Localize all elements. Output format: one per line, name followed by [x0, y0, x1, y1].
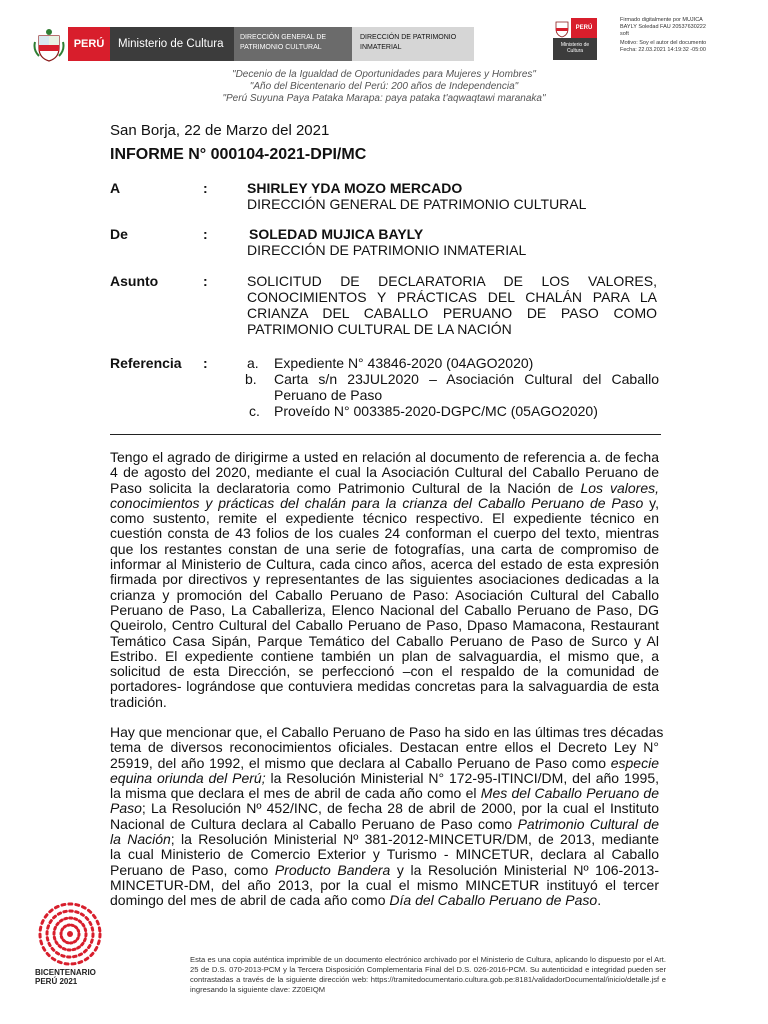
- text-run-italic: conocimientos y prácticas del chalán para la crianza del Caballo Peruano de Paso: [110, 494, 644, 511]
- seal-ministerio-label: Ministerio de Cultura: [560, 42, 590, 54]
- bicentenario-line: PERÚ 2021: [35, 977, 78, 986]
- ministerio-brand-box: [110, 27, 234, 61]
- to-label: A: [110, 180, 121, 196]
- divider: [110, 434, 661, 435]
- text-line: portadores- lográndose que contuviera medidas concretas para la salvaguardia de esta: [110, 678, 659, 695]
- text-line: [110, 771, 659, 786]
- text-line: MINCETUR-DM, del año 2013, por la cual el mismo MINCETUR instituyó el tercer: [110, 876, 659, 893]
- reference-text: Expediente N° 43846-2020 (04AGO2020): [274, 355, 534, 371]
- text-line: [110, 786, 659, 801]
- colon: :: [203, 226, 208, 242]
- seal-coat-of-arms-icon: [553, 18, 571, 38]
- text-line: tradición.: [110, 693, 167, 710]
- text-run: domingo del mes de abril de cada año como: [110, 892, 390, 909]
- bicentenario-logo-icon: [34, 898, 106, 968]
- from-name: SOLEDAD MUJICA BAYLY: [249, 226, 424, 242]
- text-run: 25919, del año 1992, el mismo que declara al Caballo Peruano de Paso como: [110, 754, 611, 771]
- text-run: Peruano de Paso, como: [110, 861, 275, 878]
- text-line: Hay que mencionar que, el Caballo Peruano de Paso ha sido en las últimas tres décadas: [110, 724, 664, 740]
- text-line: [110, 863, 659, 878]
- subject-text: SOLICITUD DE DECLARATORIA DE LOS VALORES, CONOCIMIENTOS Y PRÁCTICAS DEL CHALÁN PARA LA CRIANZA DEL CABALLO PERUANO DE PASO COMO PATRIMONIO CULTURAL DE LA NACIÓN: [247, 273, 657, 337]
- reference-text: Proveído N° 003385-2020-DGPC/MC (05AGO2020): [274, 403, 598, 419]
- text-run-italic: equina oriunda del Perú;: [110, 769, 266, 786]
- text-run: ; La Resolución Nº 452/INC, de fecha 28 de abril de 2000, por la cual el Instituto: [141, 800, 659, 817]
- coat-of-arms-icon: [33, 28, 65, 62]
- text-run-italic: la Nación: [110, 831, 171, 848]
- dgpc-box: [234, 27, 352, 61]
- text-run-italic: Paso: [110, 800, 142, 817]
- text-line: que los restantes constan de una serie de fotografías, una carta de compromiso de: [110, 540, 659, 557]
- body-paragraph-1: [110, 450, 659, 710]
- colon: :: [203, 355, 208, 371]
- motto-line: "Perú Suyuna Paya Pataka Marapa: paya pataka t'aqwaqtawi maranaka": [222, 93, 546, 104]
- text-line: [110, 817, 659, 832]
- text-line: solicitud de esta Dirección, se perfeccionó –con el respaldo de la comunidad de: [110, 663, 659, 680]
- text-run: .: [597, 892, 602, 909]
- dpi-box: [352, 27, 474, 61]
- to-name: SHIRLEY YDA MOZO MERCADO: [247, 180, 463, 196]
- text-run: la misma que declara el mes de abril de cada año como el: [110, 785, 481, 802]
- text-run: y,: [643, 494, 659, 511]
- signature-line: Fecha: 22.03.2021 14:19:32 -05:00: [620, 47, 706, 53]
- reference-list: [247, 355, 659, 419]
- text-line: [110, 756, 659, 771]
- text-line: firmada por directivos y representantes de las siguientes asociaciones dedicadas a la: [110, 571, 659, 588]
- text-run-italic: Los valores,: [580, 479, 659, 496]
- to-recipient: [247, 180, 586, 212]
- text-line: Estribo. El expediente contiene también un plan de salvaguardia, el mismo que, a: [110, 647, 659, 664]
- body-paragraph-2: [110, 724, 664, 909]
- seal-peru-label: PERÚ: [575, 25, 593, 31]
- reference-text: Carta s/n 23JUL2020 – Asociación Cultural del Caballo: [274, 371, 659, 387]
- text-line: Queirolo, Centro Cultural del Caballo Peruano de Paso, Dpaso Mamacona, Restaurant: [110, 617, 659, 634]
- digital-signature: [620, 17, 760, 54]
- colon: :: [203, 273, 208, 289]
- dpi-label: DIRECCIÓN DE PATRIMONIO INMATERIAL: [360, 34, 457, 51]
- text-run: y la Resolución Ministerial Nº 106-2013-: [390, 861, 659, 878]
- text-line: Peruano de Paso, La Caballeriza, Elenco Nacional del Caballo Peruano de Paso, DG: [110, 601, 659, 618]
- text-line: [110, 832, 659, 847]
- seal-ministerio-box: [553, 38, 597, 60]
- subject-label: Asunto: [110, 273, 159, 289]
- colon: :: [203, 180, 208, 196]
- from-office: DIRECCIÓN DE PATRIMONIO INMATERIAL: [247, 242, 527, 258]
- from-sender: [247, 226, 526, 258]
- text-line: 4 de agosto del 2020, mediante el cual la Asociación Cultural del Caballo Peruano de: [110, 464, 659, 481]
- ministerio-label: Ministerio de Cultura: [118, 38, 224, 50]
- text-line: crianza y promoción del Caballo Peruano de Paso: Asociación Cultural del Caballo: [110, 586, 659, 603]
- text-line: [110, 801, 659, 816]
- text-line: cuestión consta de 43 folios de los cuales 24 conforman el cuerpo del texto, mientras: [110, 525, 659, 542]
- reference-text-cont: Peruano de Paso: [274, 387, 383, 403]
- from-label: De: [110, 226, 128, 242]
- text-line: [110, 893, 659, 908]
- seal-peru-box: [571, 18, 597, 38]
- text-run: Nacional de Cultura declara al Caballo Peruano de Paso como: [110, 815, 518, 832]
- document-title: INFORME N° 000104-2021-DPI/MC: [110, 146, 367, 163]
- text-run-italic: especie: [610, 754, 659, 771]
- reference-mark: c.: [249, 403, 260, 419]
- text-run-italic: Día del Caballo Peruano de Paso: [389, 892, 598, 909]
- text-line: informar al Ministerio de Cultura, cada cinco años, acerca del estado de esta expresión: [110, 556, 659, 573]
- reference-mark: b.: [245, 371, 257, 387]
- text-run: la Resolución Ministerial N° 172-95-ITINCI/DM, del año 1995,: [265, 769, 659, 786]
- text-line: [110, 481, 659, 496]
- text-run-italic: Mes del Caballo Peruano de: [480, 785, 659, 802]
- peru-label: PERÚ: [73, 38, 105, 50]
- dgpc-label: DIRECCIÓN GENERAL DE PATRIMONIO CULTURAL: [240, 34, 327, 51]
- motto-line: "Decenio de la Igualdad de Oportunidades para Mujeres y Hombres": [232, 69, 536, 80]
- text-line: como sustento, remite el expediente técnico respectivo. El expediente técnico en: [110, 510, 659, 527]
- text-run-italic: Patrimonio Cultural de: [517, 815, 659, 832]
- to-office: DIRECCIÓN GENERAL DE PATRIMONIO CULTURAL: [247, 196, 587, 212]
- signature-line: Firmado digitalmente por MUJICA: [620, 17, 703, 23]
- text-line: Temático Casa Sipán, Parque Temático del Caballo Peruano de Paso de Surco y Al: [110, 632, 659, 649]
- reference-mark: a.: [247, 355, 259, 371]
- text-run: Paso solicita la declaratoria como Patrimonio Cultural de la Nación de: [110, 479, 581, 496]
- bicentenario-line: BICENTENARIO: [35, 968, 96, 977]
- signature-line: BAYLY Soledad FAU 20537630222: [620, 24, 706, 30]
- peru-brand-box: [68, 27, 110, 61]
- authenticity-note: Esta es una copia auténtica imprimible de un documento electrónico archivado por el Ministerio de Cultura, aplicando lo dispuesto por el Art. 25 de D.S. 070-2013-PCM y la Tercera Disposición Complementaria Final del D.S. 026-2016-PCM. Su autenticidad e integridad pueden ser contrastadas a través de la siguiente dirección web: https://tramitedocumentario.cultura.gob.pe:8181/validadorDocumental/inicio/detalle.jsf e ingresando la siguiente clave: ZZ0EIQM: [190, 955, 666, 994]
- text-line: tema de diversos reconocimientos oficiales. Destacan entre ellos el Decreto Ley N°: [110, 739, 659, 756]
- text-line: [110, 496, 659, 511]
- reference-label: Referencia: [110, 355, 182, 371]
- signature-line: Motivo: Soy el autor del documento: [620, 40, 707, 46]
- signature-line: soft: [620, 31, 629, 37]
- document-date: San Borja, 22 de Marzo del 2021: [110, 122, 330, 139]
- text-line: Tengo el agrado de dirigirme a usted en relación al documento de referencia a. de fecha: [110, 449, 659, 465]
- bicentenario-label: [35, 968, 96, 986]
- text-run-italic: Producto Bandera: [274, 861, 391, 878]
- motto-line: "Año del Bicentenario del Perú: 200 años de Independencia": [249, 81, 519, 92]
- text-run: ; la Resolución Ministerial Nº 381-2012-MINCETUR/DM, de 2013, mediante: [170, 831, 659, 848]
- text-line: la cual Ministerio de Comercio Exterior y Turismo - MINCETUR, declara al Caballo: [110, 846, 659, 863]
